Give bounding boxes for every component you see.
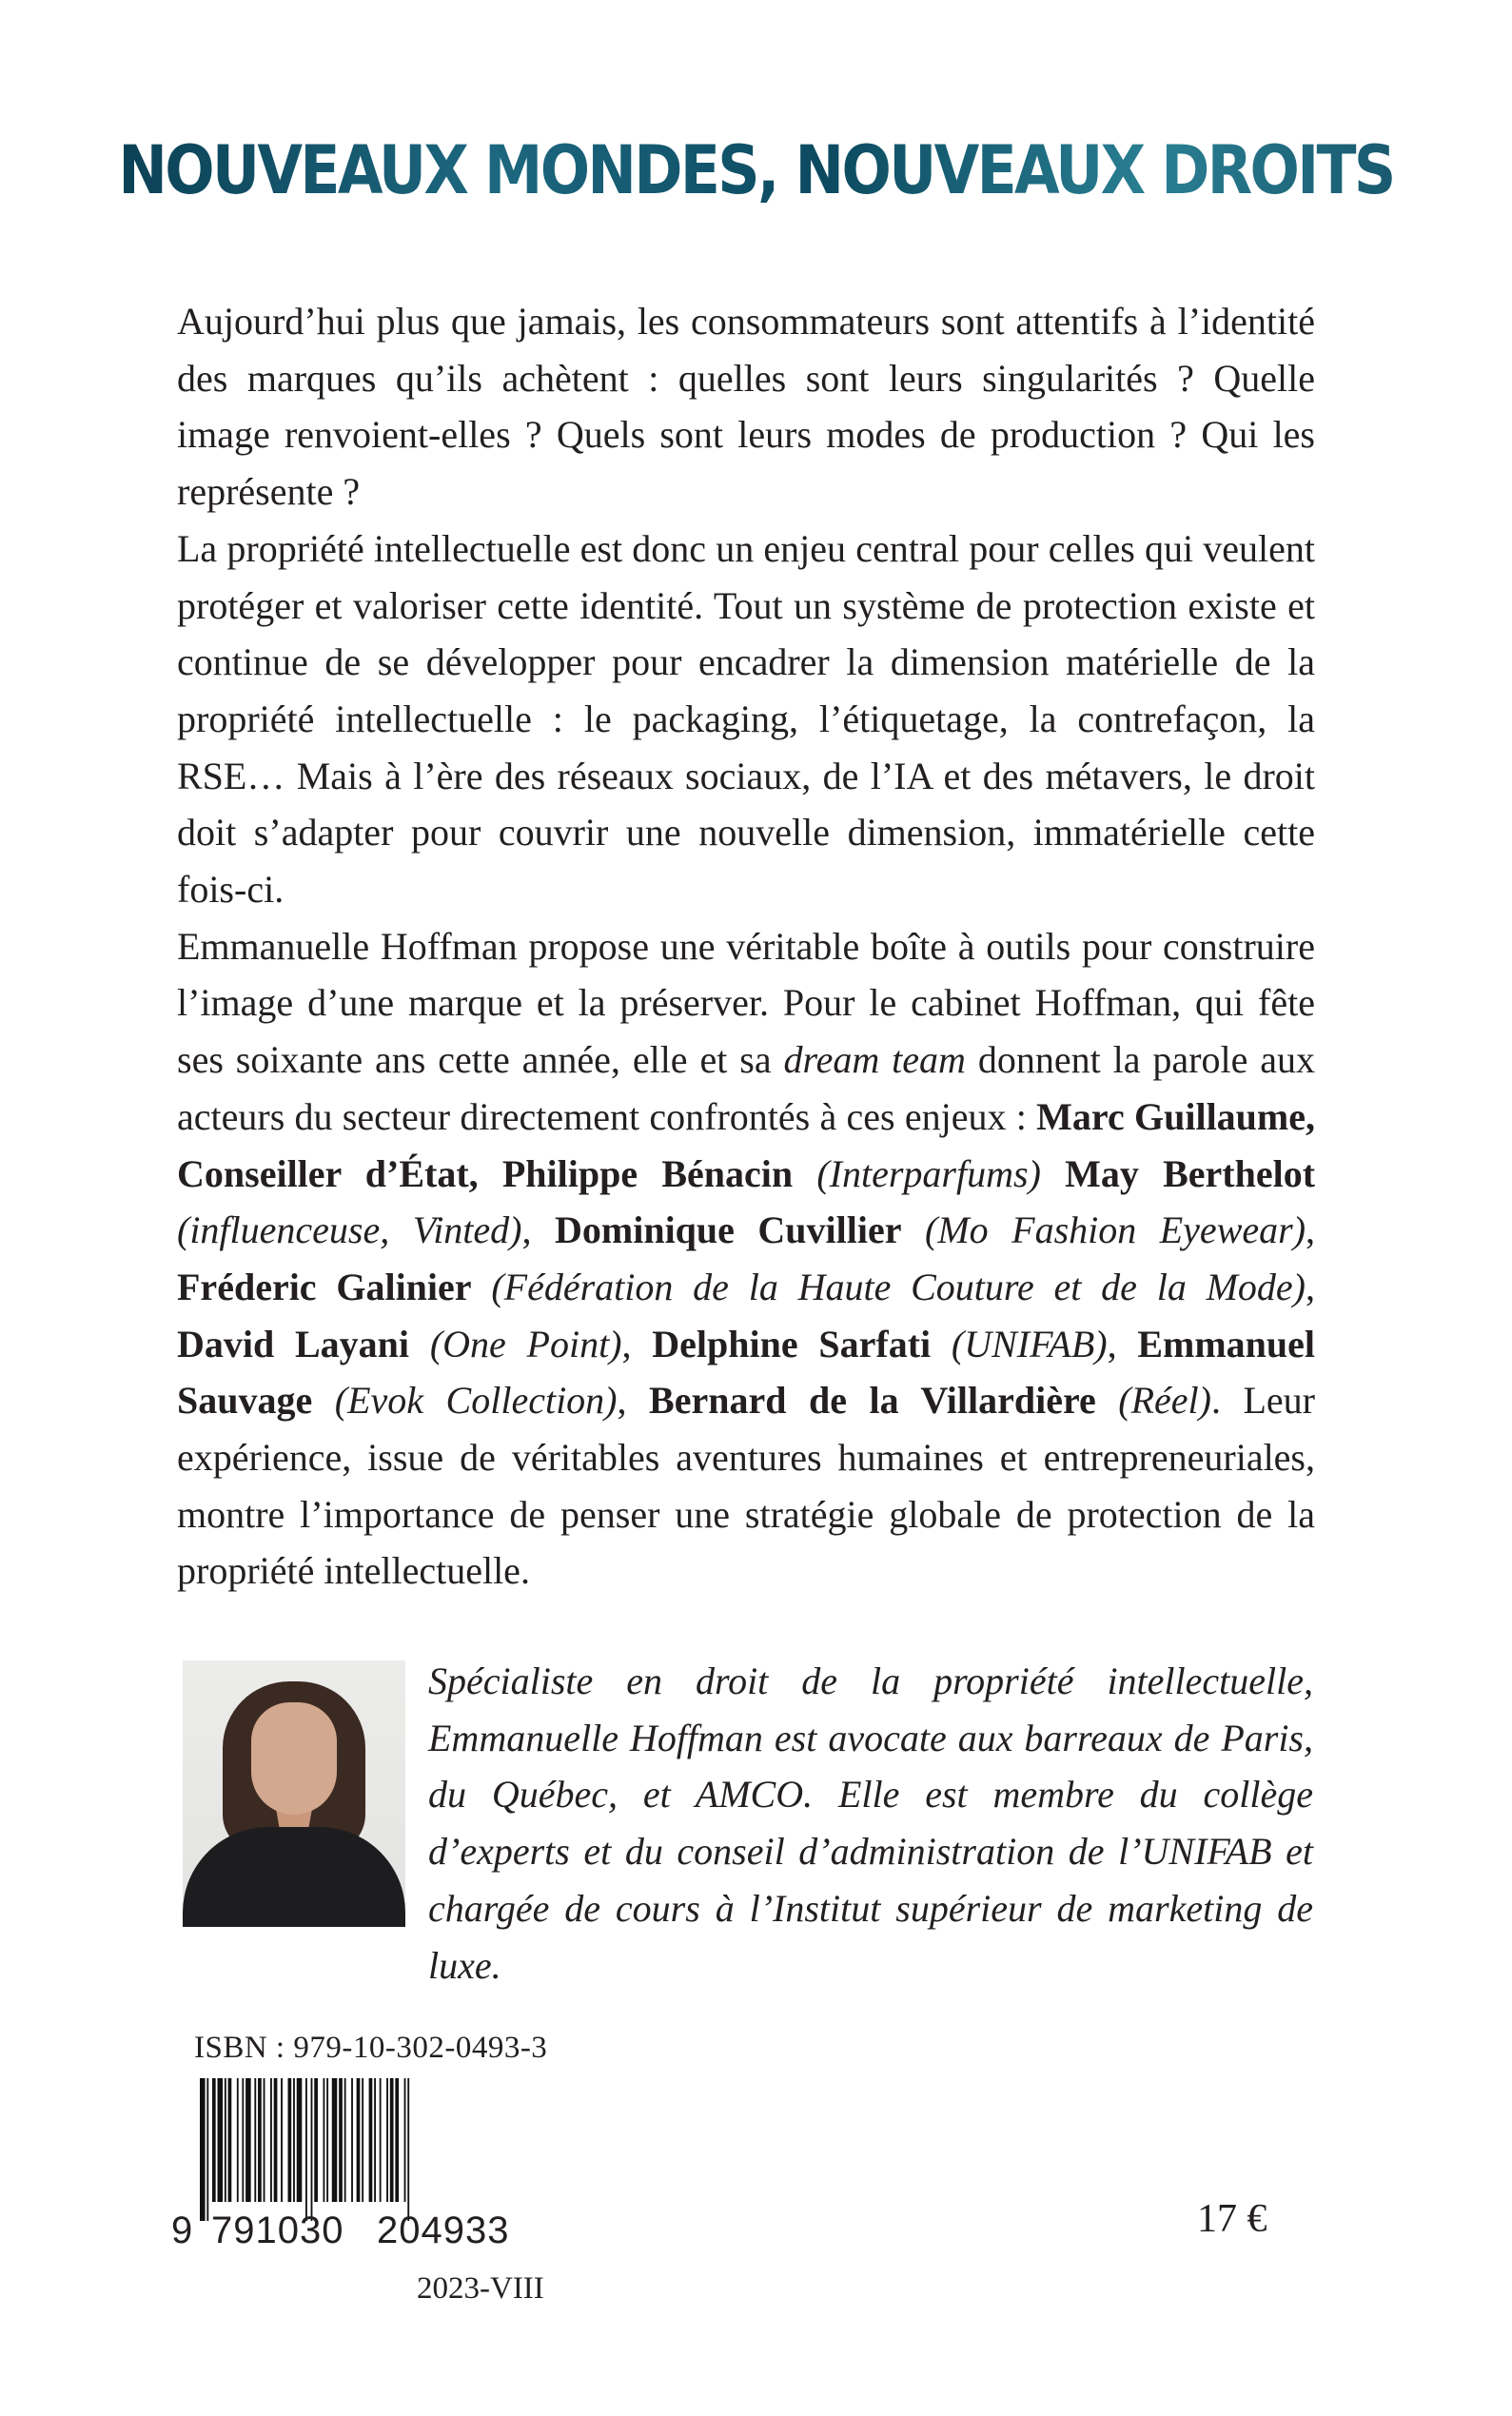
- barcode-bar: [274, 2078, 278, 2202]
- barcode-bar: [326, 2078, 328, 2202]
- barcode-bar: [324, 2078, 325, 2202]
- barcode-bar: [218, 2078, 224, 2202]
- contributor-organization: (Mo Fashion Eyewear): [925, 1208, 1306, 1252]
- back-cover-summary: [177, 293, 1315, 1600]
- contributor-name: May Berthelot: [1065, 1151, 1316, 1195]
- contributor-organization: (influenceuse, Vinted): [177, 1208, 522, 1252]
- barcode-digits: [171, 2210, 571, 2257]
- barcode-bar: [332, 2078, 338, 2202]
- barcode-bar: [386, 2078, 388, 2202]
- barcode-bar: [297, 2078, 303, 2202]
- contributor-organization: (One Point): [429, 1322, 622, 1365]
- barcode-bar: [314, 2078, 318, 2202]
- contributor-name: Dominique Cuvillier: [555, 1208, 902, 1252]
- barcode-bar: [281, 2078, 283, 2202]
- contributor-organization: (Fédération de la Haute Couture et de la Mode): [491, 1265, 1306, 1308]
- barcode-bar: [311, 2078, 313, 2221]
- barcode-bar: [339, 2078, 343, 2202]
- barcode-bar: [344, 2078, 346, 2202]
- barcode-bar: [206, 2078, 208, 2221]
- barcode-bar: [225, 2078, 226, 2202]
- barcode-bar: [270, 2078, 272, 2202]
- barcode-bar: [380, 2078, 382, 2202]
- contributor-name: Emmanuel Sauvage: [177, 1322, 1316, 1423]
- contributor-name: Delphine Sarfati: [652, 1322, 932, 1365]
- summary-paragraph-3: Emmanuelle Hoffman propose une véritable boîte à outils pour construire l’image d’une marque et la préserver. Pour le cabinet Hoffman, qui fête ses soixante ans cette année, elle et sa dream team donnent la parole aux acteurs du secteur directement confrontés à ces enjeux : Marc Guillaume, Conseiller d’État, Philippe Bénacin (Interparfums) May Berthelot (influenceuse, Vinted), Dominique Cuvillier (Mo Fashion Eyewear), Fréderic Galinier (Fédération de la Haute Couture et de la Mode), David Layani (One Point), Delphine Sarfati (UNIFAB), Emmanuel Sauvage (Evok Collection), Bernard de la Villardière (Réel). Leur expérience, issue de véritables aventures humaines et entrepreneuriales, montre l’importance de penser une stratégie globale de protection de la propriété intellectuelle.: [177, 924, 1316, 1593]
- author-bio: Spécialiste en droit de la propriété intellectuelle, Emmanuelle Hoffman est avocate aux barreaux de Paris, du Québec, et AMCO. Elle est membre du collège d’experts et du conseil d’administration de l’UNIFAB et chargée de cours à l’Institut supérieur de marketing de luxe.: [428, 1660, 1313, 1987]
- contributor-organization: (Réel): [1118, 1379, 1211, 1423]
- isbn-label: ISBN : 979-10-302-0493-3: [194, 2031, 548, 2065]
- emphasis-text: dream team: [783, 1038, 966, 1082]
- contributor-organization: (Evok Collection): [334, 1379, 618, 1423]
- contributor-organization: (UNIFAB): [951, 1322, 1108, 1365]
- barcode-bar: [395, 2078, 399, 2202]
- barcode-bar: [305, 2078, 307, 2221]
- paragraph-text: Emmanuelle Hoffman propose une véritable boîte à outils pour construire l’image d’une marque et la préserver. Pour le cabinet Hoffman, qui fête ses soixante ans cette année, elle et sa: [177, 924, 1315, 1082]
- barcode: [200, 2078, 550, 2221]
- barcode-bar: [242, 2078, 244, 2202]
- barcode-digit-first: 9: [171, 2210, 193, 2251]
- barcode-bar: [369, 2078, 373, 2202]
- barcode-bar: [404, 2078, 406, 2202]
- barcode-bar: [293, 2078, 295, 2202]
- edition-code: 2023-VIII: [417, 2271, 544, 2306]
- barcode-bar: [245, 2078, 251, 2202]
- book-title: NOUVEAUX MONDES, NOUVEAUX DROITS: [90, 131, 1421, 209]
- barcode-bar: [288, 2078, 292, 2202]
- summary-paragraph-2: La propriété intellectuelle est donc un enjeu central pour celles qui veulent protéger et valoriser cette identité. Tout un système de protection existe et continue de se développer pour encadrer la dimension matérielle de la propriété intellectuelle : le packaging, l’étiquetage, la contrefaçon, la RSE… Mais à l’ère des réseaux sociaux, de l’IA et des métavers, le droit doit s’adapter pour couvrir une nouvelle dimension, immatérielle cette fois-ci.: [177, 526, 1315, 912]
- barcode-bar: [228, 2078, 232, 2202]
- contributor-name: David Layani: [177, 1322, 410, 1365]
- author-photo-shirt: [183, 1827, 405, 1927]
- barcode-bar: [407, 2078, 409, 2221]
- barcode-bar: [237, 2078, 239, 2202]
- contributor-organization: (Interparfums): [816, 1151, 1041, 1195]
- barcode-bar: [264, 2078, 265, 2202]
- summary-paragraph-1: Aujourd’hui plus que jamais, les consommateurs sont attentifs à l’identité des marques qu’ils achètent : quelles sont leurs singularités ? Quelle image renvoient-elles ? Quels sont leurs modes de production ? Qui les représente ?: [177, 300, 1315, 514]
- barcode-bar: [390, 2078, 394, 2202]
- contributor-name: Fréderic Galinier: [177, 1265, 472, 1308]
- contributor-name: Bernard de la Villardière: [649, 1379, 1096, 1423]
- barcode-bar: [362, 2078, 363, 2202]
- barcode-bar: [200, 2078, 206, 2221]
- contributor-name: Marc Guillaume, Conseiller d’État, Philippe Bénacin: [177, 1094, 1316, 1195]
- barcode-bar: [351, 2078, 353, 2202]
- author-photo-face: [251, 1702, 337, 1815]
- barcode-digits-left: 791030: [211, 2210, 344, 2251]
- barcode-bar: [212, 2078, 216, 2202]
- barcode-bar: [357, 2078, 361, 2202]
- barcode-bar: [374, 2078, 376, 2202]
- barcode-digits-right: 204933: [377, 2210, 510, 2251]
- author-photo: [183, 1660, 405, 1927]
- paragraph-text: . Leur expérience, issue de véritables aventures humaines et entrepreneuriales, montre l’importance de penser une stratégie globale de protection de la propriété intellectuelle.: [177, 1379, 1316, 1593]
- price: 17 €: [1197, 2197, 1267, 2241]
- barcode-bar: [258, 2078, 262, 2202]
- paragraph-text: donnent la parole aux acteurs du secteur directement confrontés à ces enjeux :: [177, 1038, 1315, 1138]
- barcode-bar: [254, 2078, 256, 2202]
